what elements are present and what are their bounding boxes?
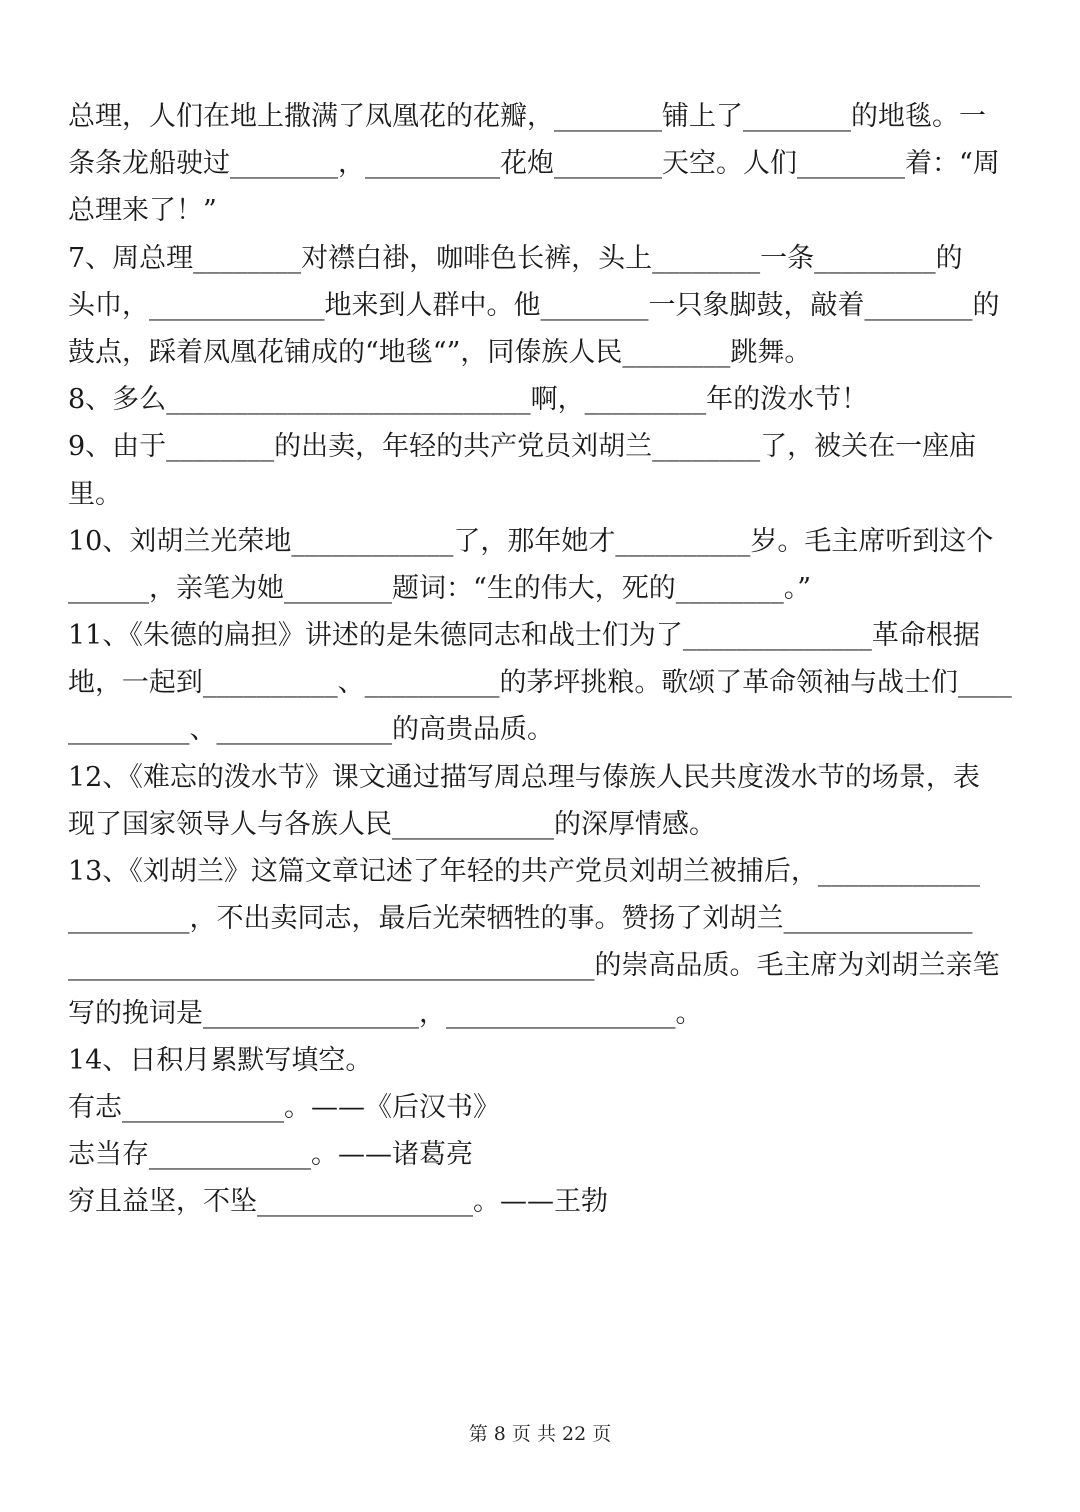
quote-line-2: 志当存____________。——诸葛亮 <box>68 1139 473 1171</box>
question-14: 14、日积月累默写填空。 <box>68 1044 373 1076</box>
text-line: 鼓点，踩着凤凰花铺成的“地毯“”，同傣族人民________跳舞。 <box>68 336 812 368</box>
text-line: _________，不出卖同志，最后光荣牺牲的事。赞扬了刘胡兰______________ <box>68 903 973 935</box>
text-line: _______________________________________的崇高品质。毛主席为刘胡兰亲笔 <box>68 950 1000 982</box>
text-line: 地，一起到__________、__________的茅坪挑粮。歌颂了革命领袖与战士们____ <box>68 667 1012 699</box>
question-9: 9、由于________的出卖，年轻的共产党员刘胡兰________了，被关在一座庙 <box>68 431 977 463</box>
worksheet-body <box>68 93 1012 1226</box>
text-line: 总理来了！” <box>68 195 217 227</box>
page-number: 第 8 页 共 22 页 <box>468 1423 612 1445</box>
text-line: 里。 <box>68 478 122 510</box>
question-12: 12、《难忘的泼水节》课文通过描写周总理与傣族人民共度泼水节的场景，表 <box>68 761 980 793</box>
text-line: ______，亲笔为她________题词：“生的伟大，死的________。” <box>68 572 812 604</box>
quote-line-3: 穷且益坚，不坠________________。——王勃 <box>68 1186 608 1218</box>
question-10: 10、刘胡兰光荣地____________了，那年她才__________岁。毛主席听到这个 <box>68 525 994 557</box>
quote-line-1: 有志____________。——《后汉书》 <box>68 1091 500 1123</box>
text-line: 现了国家领导人与各族人民____________的深厚情感。 <box>68 808 716 840</box>
text-line: 写的挽词是________________，_________________。 <box>68 997 703 1029</box>
text-line: 条条龙船驶过________，__________花炮________天空。人们________着：“周 <box>68 148 1000 180</box>
question-11: 11、《朱德的扁担》讲述的是朱德同志和战士们为了______________革命根据 <box>68 620 980 652</box>
question-8: 8、多么___________________________啊，_________年的泼水节！ <box>68 384 869 416</box>
text-line: _________、_____________的高贵品质。 <box>68 714 554 746</box>
question-13: 13、《刘胡兰》这篇文章记述了年轻的共产党员刘胡兰被捕后，____________ <box>68 856 980 887</box>
question-7: 7、周总理________对襟白褂，咖啡色长裤，头上________一条_________的 <box>68 242 963 274</box>
text-line: 头巾，_____________地来到人群中。他________一只象脚鼓，敲着________的 <box>68 289 1000 321</box>
text-line: 总理，人们在地上撒满了凤凰花的花瓣，________铺上了________的地毯。一 <box>68 101 986 132</box>
